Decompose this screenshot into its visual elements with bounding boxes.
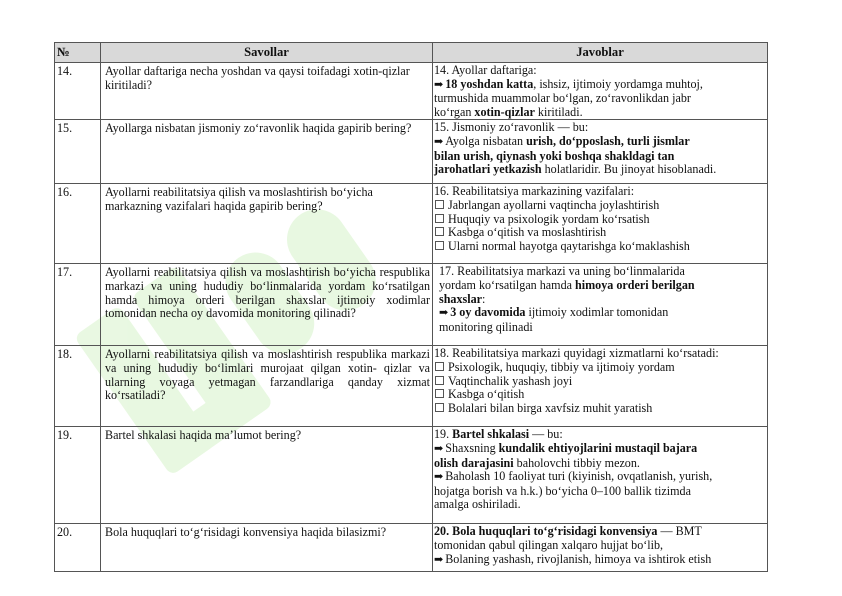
answer-cell xyxy=(433,63,768,120)
answer-line xyxy=(434,150,765,164)
answer-line: tomonidan qabul qilingan xalqaro hujjat bo‘lib, xyxy=(434,537,664,552)
answer-line xyxy=(434,428,765,442)
answer-bold: olish darajasini xyxy=(434,455,514,470)
answer-cell xyxy=(433,184,768,264)
answer-line: 15. Jismoniy zo‘ravonlik — bu: xyxy=(434,120,589,135)
checkbox-square-icon xyxy=(435,214,444,223)
answer-text: Kasbga o‘qitish va moslashtirish xyxy=(448,225,607,240)
answer-bold: 20. Bola huquqlari to‘g‘risidagi konvensiya xyxy=(434,524,658,539)
checkbox-square-icon xyxy=(435,227,444,236)
arrow-icon: ➡ xyxy=(434,78,444,91)
answer-text: baholovchi tibbiy mezon. xyxy=(513,455,640,470)
answer-bold: 18 yoshdan katta xyxy=(445,76,534,91)
arrow-icon: ➡ xyxy=(434,471,444,484)
checkbox-square-icon xyxy=(435,389,444,398)
answer-text: Baholash 10 faoliyat turi (kiyinish, ovqatlanish, yurish, xyxy=(445,469,713,484)
answer-line: 14. Ayollar daftariga: xyxy=(434,63,537,77)
arrow-icon: ➡ xyxy=(434,553,444,566)
answer-bold: bilan urish, qiynash yoki boshqa shakldagi tan xyxy=(434,148,675,163)
answer-line xyxy=(434,525,765,539)
table-row xyxy=(55,184,768,264)
answer-text: ijtimoiy xodimlar tomonidan xyxy=(525,305,669,320)
answer-text: Bolalari bilan birga xavfsiz muhit yaratish xyxy=(448,400,653,415)
answer-bold: Bartel shkalasi xyxy=(452,427,530,442)
table-row xyxy=(55,427,768,524)
row-number: 20. xyxy=(55,524,101,572)
answer-line xyxy=(434,442,765,457)
answer-text: kiritiladi. xyxy=(534,104,583,119)
answer-line xyxy=(434,135,765,150)
qa-table xyxy=(54,42,768,572)
answer-text: Shaxsning xyxy=(445,440,499,455)
arrow-icon: ➡ xyxy=(439,307,449,320)
answer-list-item xyxy=(434,388,765,402)
question-cell: Ayollarga nisbatan jismoniy zo‘ravonlik haqida gapirib bering? xyxy=(101,120,433,184)
checkbox-square-icon xyxy=(435,362,444,371)
header-number: № xyxy=(55,43,101,63)
table-row xyxy=(55,120,768,184)
answer-line xyxy=(434,78,765,93)
checkbox-square-icon xyxy=(435,403,444,412)
answer-cell xyxy=(433,524,768,572)
answer-cell xyxy=(433,120,768,184)
answer-text: Ayolga nisbatan xyxy=(445,133,527,148)
row-number: 15. xyxy=(55,120,101,184)
arrow-icon: ➡ xyxy=(434,442,444,455)
header-answers: Javoblar xyxy=(433,43,768,63)
question-cell: Ayollarni reabilitatsiya qilish va moslashtirish respublika markazi va uning hududiy bo‘limlari murojaat qilgan xotin- qizlar va ularning voyaga yetmagan farzandlariga qanday xizmat ko‘rsatiladi? xyxy=(101,346,433,427)
answer-bold: urish, do‘pposlash, turli jismlar xyxy=(526,133,690,148)
answer-bold: himoya orderi berilgan xyxy=(575,277,695,292)
table-row xyxy=(55,63,768,120)
answer-line: monitoring qilinadi xyxy=(439,319,533,334)
answer-bold: shaxslar xyxy=(439,291,483,306)
answer-line xyxy=(434,553,765,568)
answer-line: turmushida muammolar bo‘lgan, zo‘ravonlikdan jabr xyxy=(434,91,691,106)
answer-list-item xyxy=(434,199,765,213)
question-cell: Bola huquqlari to‘g‘risidagi konvensiya haqida bilasizmi? xyxy=(101,524,433,572)
answer-bold: kundalik ehtiyojlarini mustaqil bajara xyxy=(498,440,698,455)
answer-text: Kasbga o‘qitish xyxy=(448,387,525,402)
answer-line xyxy=(434,163,765,177)
answer-text: Bolaning yashash, rivojlanish, himoya va ishtirok etish xyxy=(445,551,712,566)
answer-bold: 3 oy davomida xyxy=(450,305,526,320)
question-cell: Ayollarni reabilitatsiya qilish va moslashtirish bo‘yicha markazning vazifalari haqida gapirib bering? xyxy=(101,184,433,264)
answer-line xyxy=(434,293,765,307)
answer-text: — BMT xyxy=(657,524,702,539)
row-number: 18. xyxy=(55,346,101,427)
answer-list-item xyxy=(434,226,765,240)
row-number: 16. xyxy=(55,184,101,264)
question-cell: Bartel shkalasi haqida ma’lumot bering? xyxy=(101,427,433,524)
answer-text: 19. xyxy=(434,427,453,442)
answer-cell xyxy=(433,264,768,346)
question-cell: Ayollarni reabilitatsiya qilish va moslashtirish bo‘yicha respublika markazi va uning hududiy bo‘linmalarida yordam ko‘rsatilgan hamda himoya orderi berilgan shaxslar ijtimoiy xodimlar tomonidan necha oy davomida monitoring qilinadi? xyxy=(101,264,433,346)
answer-text: holatlaridir. Bu jinoyat hisoblanadi. xyxy=(541,162,717,177)
checkbox-square-icon xyxy=(435,376,444,385)
answer-bold: xotin-qizlar xyxy=(474,104,535,119)
answer-line: 16. Reabilitatsiya markazining vazifalari: xyxy=(434,184,635,199)
answer-line xyxy=(434,470,765,485)
answer-list-item xyxy=(434,240,765,254)
table-row xyxy=(55,524,768,572)
answer-text: : xyxy=(482,291,486,306)
table-header-row xyxy=(55,43,768,63)
table-row xyxy=(55,346,768,427)
header-questions: Savollar xyxy=(101,43,433,63)
question-cell: Ayollar daftariga necha yoshdan va qaysi toifadagi xotin-qizlar kiritiladi? xyxy=(101,63,433,120)
row-number: 19. xyxy=(55,427,101,524)
answer-text: ko‘rgan xyxy=(434,104,475,119)
table-row xyxy=(55,264,768,346)
answer-line: amalga oshiriladi. xyxy=(434,497,521,512)
answer-line xyxy=(434,306,765,321)
answer-text: yordam ko‘rsatilgan hamda xyxy=(439,277,576,292)
answer-list-item xyxy=(434,213,765,227)
answer-text: , ishsiz, ijtimoiy yordamga muhtoj, xyxy=(533,76,703,91)
answer-line xyxy=(434,457,765,471)
answer-text: Ularni normal hayotga qaytarishga ko‘maklashish xyxy=(448,238,690,253)
answer-list-item xyxy=(434,402,765,416)
answer-line: 18. Reabilitatsiya markazi quyidagi xizmatlarni ko‘rsatadi: xyxy=(434,346,719,361)
answer-line: hojatga borish va h.k.) bo‘yicha 0–100 ballik tizimda xyxy=(434,483,691,498)
checkbox-square-icon xyxy=(435,200,444,209)
answer-cell xyxy=(433,427,768,524)
answer-line xyxy=(434,279,765,293)
row-number: 17. xyxy=(55,264,101,346)
answer-list-item xyxy=(434,361,765,375)
answer-cell xyxy=(433,346,768,427)
answer-list-item xyxy=(434,375,765,389)
arrow-icon: ➡ xyxy=(434,135,444,148)
answer-text: — bu: xyxy=(529,427,563,442)
answer-bold: jarohatlari yetkazish xyxy=(434,162,542,177)
answer-line xyxy=(434,106,765,120)
answer-text: Jabrlangan ayollarni vaqtincha joylashtirish xyxy=(448,197,660,212)
row-number: 14. xyxy=(55,63,101,120)
answer-line: 17. Reabilitatsiya markazi va uning bo‘linmalarida xyxy=(439,264,685,279)
checkbox-square-icon xyxy=(435,241,444,250)
answer-text: Vaqtinchalik yashash joyi xyxy=(448,373,573,388)
answer-text: Psixologik, huquqiy, tibbiy va ijtimoiy yordam xyxy=(448,359,675,374)
answer-text: Huquqiy va psixologik yordam ko‘rsatish xyxy=(448,211,650,226)
